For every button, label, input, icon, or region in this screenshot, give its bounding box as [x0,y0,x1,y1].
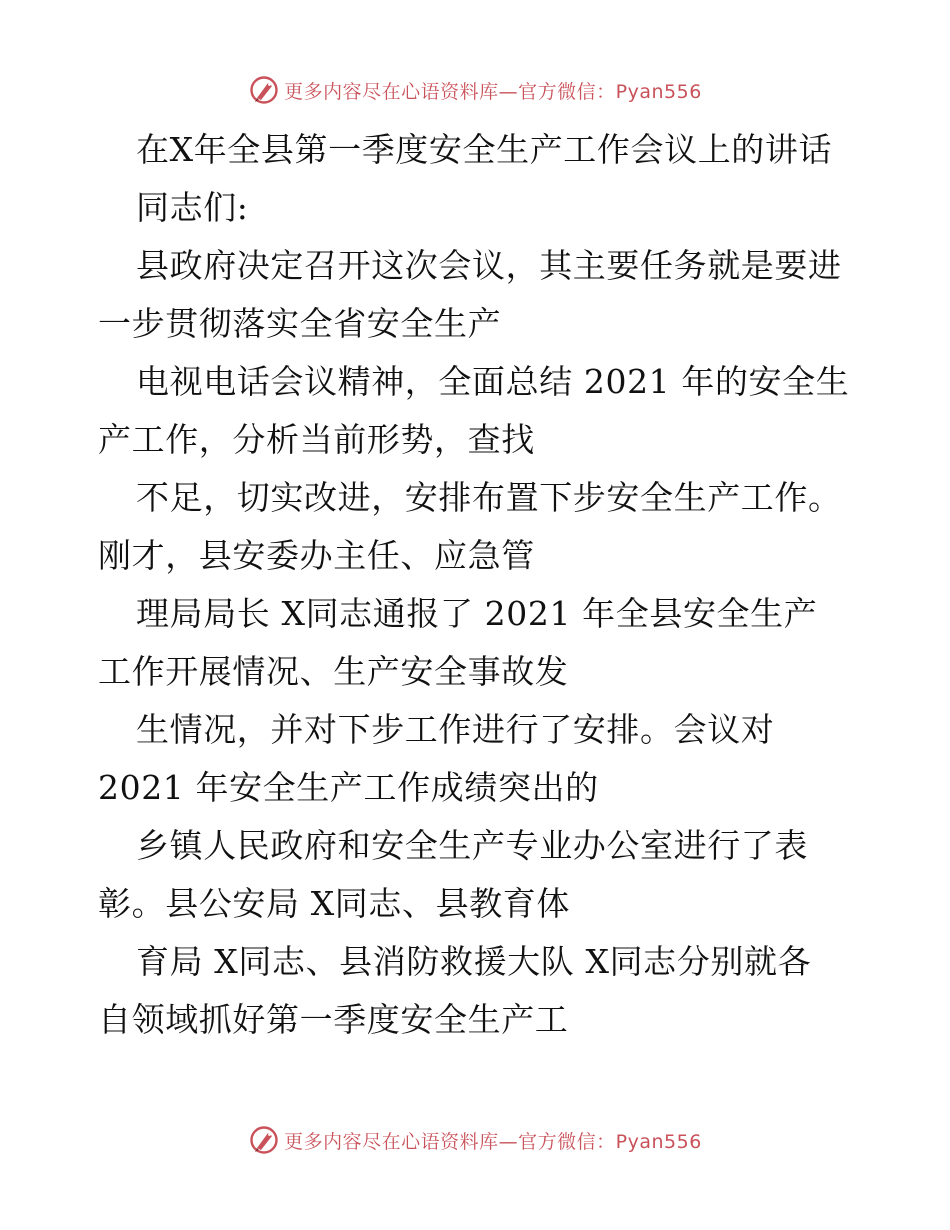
text-line: 刚才，县安委办主任、应急管 [98,536,535,575]
text-line: 县政府决定召开这次会议，其主要任务就是要进 [136,246,842,285]
text-line: 不足，切实改进，安排布置下步安全生产工作。 [136,478,842,517]
text-line: 自领域抓好第一季度安全生产工 [98,1000,569,1039]
document-title: 在X年全县第一季度安全生产工作会议上的讲话 [136,130,833,169]
text-line: 一步贯彻落实全省安全生产 [98,304,502,343]
header-watermark-text: 更多内容尽在心语资料库—官方微信：Pyan556 [284,80,702,103]
text-line: 2021 年安全生产工作成绩突出的 [98,768,599,807]
text-line: 电视电话会议精神，全面总结 2021 年的安全生 [136,362,850,401]
text-line: 育局 X同志、县消防救援大队 X同志分别就各 [136,942,812,981]
footer-watermark-text: 更多内容尽在心语资料库—官方微信：Pyan556 [284,1130,702,1153]
text-line: 理局局长 X同志通报了 2021 年全县安全生产 [136,594,818,633]
pen-logo-icon [248,1124,280,1156]
footer-watermark-banner [0,1120,950,1160]
text-line: 同志们: [136,188,249,227]
header-watermark-banner [0,70,950,110]
text-line: 乡镇人民政府和安全生产专业办公室进行了表 [136,826,808,865]
text-line: 工作开展情况、生产安全事故发 [98,652,569,691]
text-line: 彰。县公安局 X同志、县教育体 [98,884,570,923]
text-line: 生情况，并对下步工作进行了安排。会议对 [136,710,775,749]
document-body [98,121,858,1049]
pen-logo-icon [248,74,280,106]
text-line: 产工作，分析当前形势，查找 [98,420,535,459]
